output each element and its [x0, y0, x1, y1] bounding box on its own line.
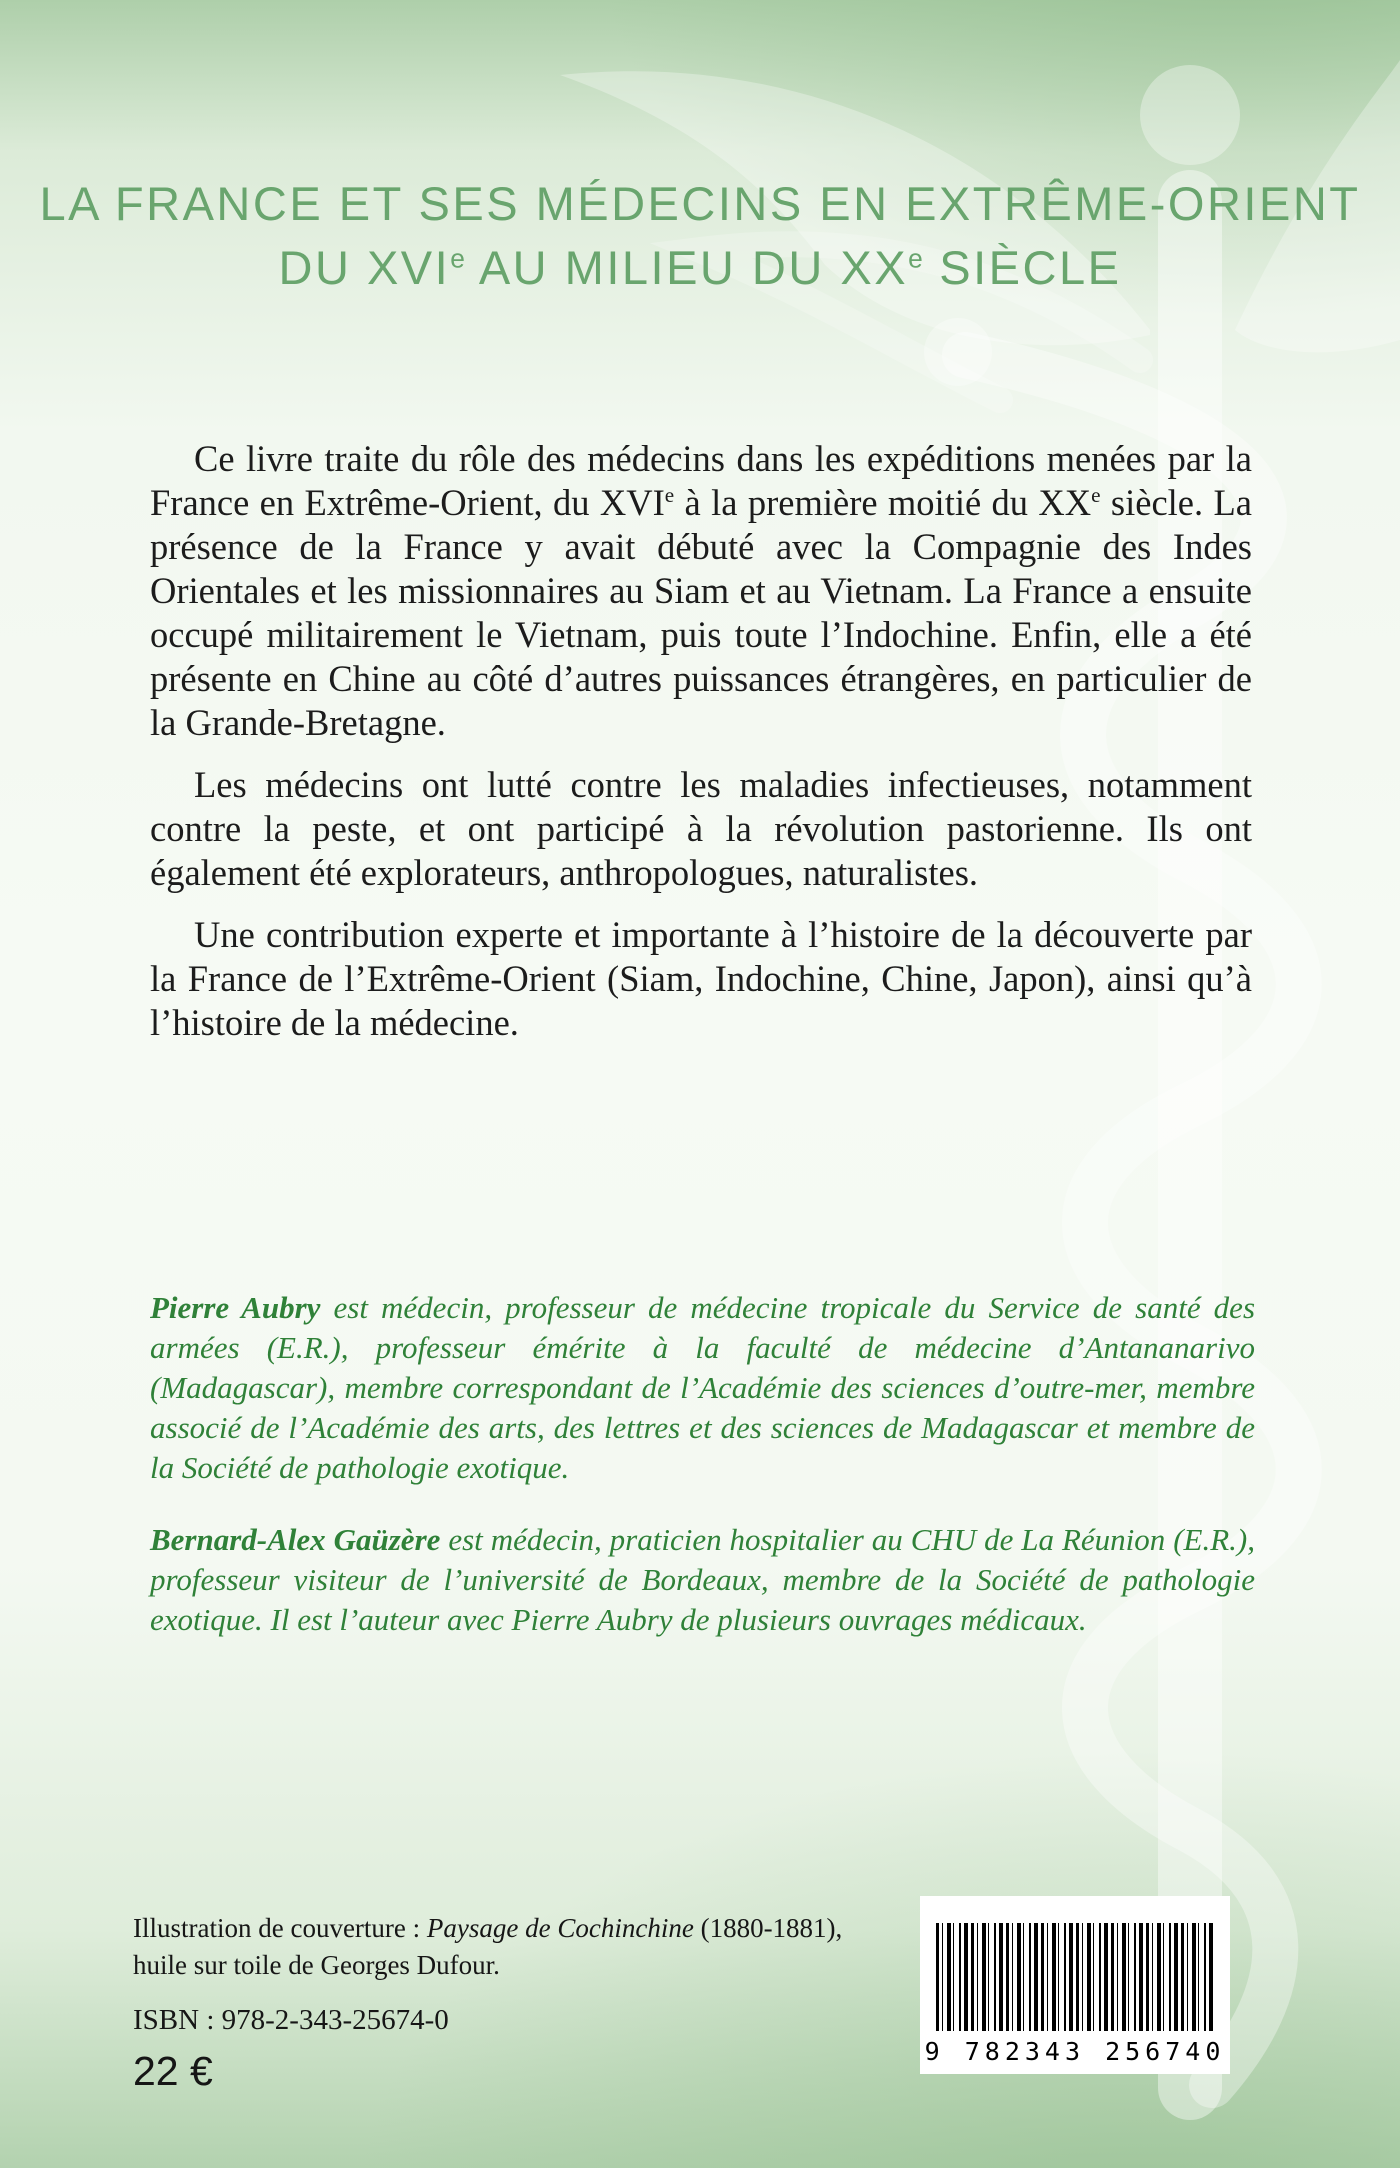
author-name: Bernard-Alex Gaüzère	[150, 1522, 441, 1557]
barcode-bars	[936, 1923, 1214, 2031]
book-title	[0, 172, 1400, 300]
synopsis-paragraph: Ce livre traite du rôle des médecins dans les expéditions menées par la France en Extrême-Orient, du XVIe à la première moitié du XXe siècle. La présence de la France y avait débuté avec la Compagnie des Indes Orientales et les missionnaires au Siam et au Vietnam. La France a ensuite occupé militairement le Vietnam, puis toute l’Indochine. Enfin, elle a été présente en Chine au côté d’autres puissances étrangères, en particulier de la Grande-Bretagne.	[150, 438, 1253, 743]
barcode	[920, 1896, 1230, 2074]
artwork-title: Paysage de Cochinchine	[426, 1913, 694, 1943]
author-name: Pierre Aubry	[150, 1290, 321, 1325]
isbn: ISBN : 978-2-343-25674-0	[133, 2004, 449, 2036]
bio-text: est médecin, professeur de médecine tropicale du Service de santé des armées (E.R.), professeur émérite à la faculté de médecine d’Antananarivo (Madagascar), membre correspondant de l’Académie des sciences d’outre-mer, membre associé de l’Académie des arts, des lettres et des sciences de Madagascar et membre de la Société de pathologie exotique.	[150, 1290, 1256, 1485]
bio-text: est médecin, praticien hospitalier au CHU de La Réunion (E.R.), professeur visiteur de l’université de Bordeaux, membre de la Société de pathologie exotique. Il est l’auteur avec Pierre Aubry de plusieurs ouvrages médicaux.	[150, 1522, 1255, 1637]
synopsis	[150, 437, 1252, 1063]
author-bio	[150, 1520, 1255, 1640]
author-bio	[150, 1288, 1255, 1488]
synopsis-paragraph: Une contribution experte et importante à l’histoire de la découverte par la France de l’Extrême-Orient (Siam, Indochine, Chine, Japon), ainsi qu’à l’histoire de la médecine.	[150, 914, 1252, 1043]
cover-illustration-credit: Illustration de couverture : Paysage de Cochinchine (1880-1881), huile sur toile de Georges Dufour.	[133, 1913, 843, 1980]
title-line-1: LA FRANCE ET SES MÉDECINS EN EXTRÊME-ORIENT	[39, 177, 1361, 230]
author-bios	[150, 1288, 1255, 1640]
barcode-number: 9 782343 256740	[924, 2037, 1226, 2066]
price: 22 €	[133, 2048, 213, 2094]
synopsis-paragraph: Les médecins ont lutté contre les maladies infectieuses, notamment contre la peste, et ont participé à la révolution pastorienne. Ils ont également été explorateurs, anthropologues, naturalistes.	[150, 764, 1252, 893]
title-line-2: DU XVIe AU MILIEU DU XXe SIÈCLE	[278, 241, 1122, 294]
